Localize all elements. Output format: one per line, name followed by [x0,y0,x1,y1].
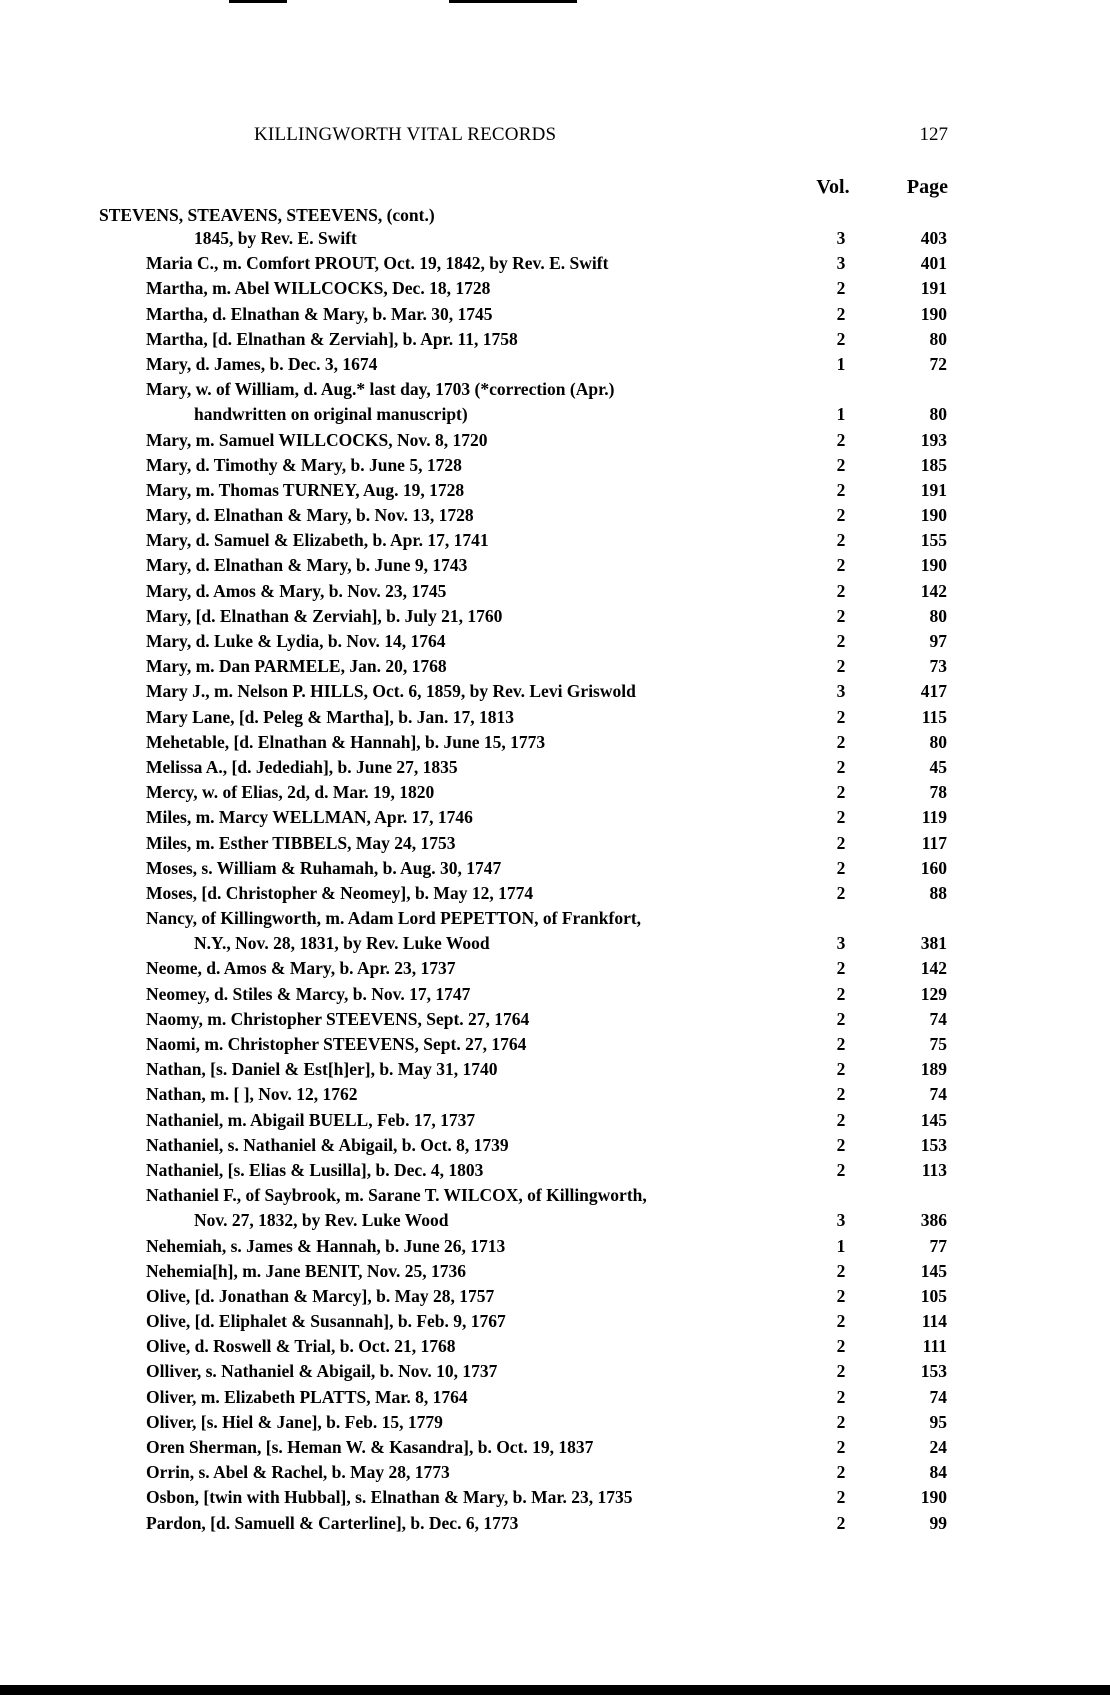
record-volume: 2 [836,479,846,500]
record-text: Mary, m. Dan PARMELE, Jan. 20, 1768 [146,656,447,677]
record-volume: 2 [836,731,846,752]
record-page: 80 [929,404,947,425]
record-text: Mary, d. Samuel & Elizabeth, b. Apr. 17, 1741 [146,530,489,551]
record-volume: 2 [836,1462,846,1483]
record-volume: 1 [836,1235,846,1256]
record-text: Naomy, m. Christopher STEEVENS, Sept. 27, 1764 [146,1008,530,1029]
record-line [0,505,1110,530]
record-text: Martha, d. Elnathan & Mary, b. Mar. 30, 1745 [146,303,493,324]
record-volume: 2 [836,1034,846,1054]
record-volume: 2 [836,1411,846,1432]
record-page: 80 [929,731,947,752]
record-page: 185 [920,454,947,475]
record-line [0,732,1110,757]
record-line [0,656,1110,681]
record-line [0,354,1110,379]
record-page: 74 [929,1008,947,1029]
record-page: 88 [929,882,947,903]
record-line [0,430,1110,455]
record-volume: 2 [836,857,846,878]
record-line [0,757,1110,782]
record-line [0,958,1110,983]
record-text: Oliver, m. Elizabeth PLATTS, Mar. 8, 1764 [146,1386,468,1407]
record-volume: 3 [836,933,846,954]
record-text: Mary, d. Amos & Mary, b. Nov. 23, 1745 [146,580,447,601]
record-page: 189 [920,1059,947,1080]
record-line [0,1210,1110,1235]
record-page: 45 [929,756,947,777]
record-line [0,278,1110,303]
record-page: 145 [920,1260,947,1281]
record-volume: 2 [836,328,846,349]
record-page: 153 [920,1361,947,1382]
record-volume: 2 [836,631,846,651]
record-line [0,1110,1110,1135]
record-text: Nehemiah, s. James & Hannah, b. June 26, 1713 [146,1235,506,1256]
record-volume: 2 [836,1386,846,1407]
record-volume: 1 [836,404,846,425]
record-page: 80 [929,605,947,626]
record-line [0,908,1110,933]
record-text: Martha, [d. Elnathan & Zerviah], b. Apr. 11, 1758 [146,328,518,349]
column-header-vol: Vol. [816,176,850,198]
record-line [0,1462,1110,1487]
record-text: Martha, m. Abel WILLCOCKS, Dec. 18, 1728 [146,278,491,299]
record-line [0,1261,1110,1286]
record-page: 78 [929,782,947,803]
record-line [0,606,1110,631]
record-volume: 2 [836,832,846,853]
record-page: 191 [920,278,947,299]
record-line [0,1361,1110,1386]
record-page: 153 [920,1134,947,1155]
record-line [0,1135,1110,1160]
record-line [0,1034,1110,1059]
record-volume: 2 [836,706,846,727]
record-text: Nehemia[h], m. Jane BENIT, Nov. 25, 1736 [146,1260,467,1281]
column-header-page: Page [906,176,948,198]
record-volume: 2 [836,1361,846,1382]
record-volume: 2 [836,1437,846,1457]
record-line [0,1059,1110,1084]
record-line [0,228,1110,253]
record-line [0,1387,1110,1412]
record-volume: 2 [836,756,846,777]
record-text: Mary, d. James, b. Dec. 3, 1674 [146,353,378,374]
record-text: Oren Sherman, [s. Heman W. & Kasandra], b. Oct. 19, 1837 [146,1437,594,1457]
record-page: 190 [920,555,947,576]
record-page: 80 [929,328,947,349]
record-page: 190 [920,1487,947,1508]
record-page: 97 [929,631,947,651]
record-line [0,707,1110,732]
record-volume: 2 [836,605,846,626]
record-page: 145 [920,1109,947,1130]
record-line [0,1286,1110,1311]
record-text: Naomi, m. Christopher STEEVENS, Sept. 27, 1764 [146,1034,527,1054]
record-page: 77 [929,1235,947,1256]
record-text: Melissa A., [d. Jedediah], b. June 27, 1835 [146,756,458,777]
record-text: Osbon, [twin with Hubbal], s. Elnathan & Mary, b. Mar. 23, 1735 [146,1487,633,1508]
record-list [0,228,1110,1538]
record-line [0,833,1110,858]
record-text: Mary J., m. Nelson P. HILLS, Oct. 6, 1859, by Rev. Levi Griswold [146,681,636,702]
record-volume: 2 [836,1487,846,1508]
record-line [0,681,1110,706]
record-volume: 2 [836,505,846,526]
record-volume: 3 [836,681,846,702]
record-volume: 2 [836,278,846,299]
record-text: Moses, s. William & Ruhamah, b. Aug. 30, 1747 [146,857,502,878]
record-line [0,933,1110,958]
record-page: 142 [920,580,947,601]
record-line [0,1311,1110,1336]
record-text: Mary, d. Luke & Lydia, b. Nov. 14, 1764 [146,631,446,651]
scan-artifact-line [449,0,577,3]
record-volume: 3 [836,253,846,274]
record-page: 84 [929,1462,947,1483]
record-text: handwritten on original manuscript) [194,404,468,425]
record-volume: 2 [836,1084,846,1105]
record-text: Pardon, [d. Samuell & Carterline], b. Dec. 6, 1773 [146,1512,519,1533]
record-text: Mary Lane, [d. Peleg & Martha], b. Jan. 17, 1813 [146,706,514,727]
record-line [0,883,1110,908]
record-text: Mehetable, [d. Elnathan & Hannah], b. June 15, 1773 [146,731,546,752]
record-text: Olive, [d. Jonathan & Marcy], b. May 28, 1757 [146,1285,495,1306]
record-volume: 2 [836,1159,846,1180]
record-text: Olive, [d. Eliphalet & Susannah], b. Feb. 9, 1767 [146,1311,506,1332]
record-text: Mary, w. of William, d. Aug.* last day, 1703 (*correction (Apr.) [146,379,615,400]
record-text: Nathaniel, s. Nathaniel & Abigail, b. Oct. 8, 1739 [146,1134,509,1155]
record-page: 160 [920,857,947,878]
record-volume: 3 [836,228,846,248]
record-text: Nathan, m. [ ], Nov. 12, 1762 [146,1084,358,1105]
record-text: Mary, m. Thomas TURNEY, Aug. 19, 1728 [146,479,465,500]
record-text: Moses, [d. Christopher & Neomey], b. May 12, 1774 [146,882,534,903]
record-page: 142 [920,958,947,979]
record-page: 73 [929,656,947,677]
record-page: 119 [921,807,947,828]
record-page: 72 [929,353,947,374]
page-number: 127 [919,124,948,145]
record-line [0,555,1110,580]
record-page: 111 [922,1336,947,1357]
record-page: 193 [920,429,947,450]
record-page: 190 [920,505,947,526]
record-volume: 2 [836,1336,846,1357]
record-line [0,253,1110,278]
record-volume: 2 [836,580,846,601]
record-line [0,1160,1110,1185]
record-volume: 2 [836,782,846,803]
section-heading: STEVENS, STEAVENS, STEEVENS, (cont.) [99,205,435,225]
record-volume: 2 [836,1260,846,1281]
record-page: 75 [929,1034,947,1054]
record-page: 115 [921,706,947,727]
record-line [0,1513,1110,1538]
record-page: 113 [921,1159,947,1180]
record-page: 74 [929,1084,947,1105]
record-page: 129 [920,983,947,1004]
record-text: Maria C., m. Comfort PROUT, Oct. 19, 1842, by Rev. E. Swift [146,253,609,274]
record-text: Miles, m. Esther TIBBELS, May 24, 1753 [146,832,456,853]
record-text: Nathan, [s. Daniel & Est[h]er], b. May 31, 1740 [146,1059,498,1080]
record-text: Miles, m. Marcy WELLMAN, Apr. 17, 1746 [146,807,473,828]
record-volume: 2 [836,656,846,677]
record-text: Oliver, [s. Hiel & Jane], b. Feb. 15, 1779 [146,1411,443,1432]
scan-artifact-line [229,0,287,3]
record-line [0,480,1110,505]
record-text: Olliver, s. Nathaniel & Abigail, b. Nov. 10, 1737 [146,1361,498,1382]
record-volume: 2 [836,1134,846,1155]
record-page: 155 [920,530,947,551]
record-line [0,581,1110,606]
record-page: 417 [920,681,947,702]
record-volume: 1 [836,353,846,374]
record-text: 1845, by Rev. E. Swift [194,228,357,248]
record-line [0,329,1110,354]
record-page: 403 [920,228,947,248]
record-line [0,631,1110,656]
record-line [0,1412,1110,1437]
record-page: 386 [920,1210,947,1231]
record-line [0,530,1110,555]
record-volume: 2 [836,530,846,551]
record-text: Mary, m. Samuel WILLCOCKS, Nov. 8, 1720 [146,429,488,450]
scan-bottom-border [0,1685,1110,1695]
record-volume: 2 [836,1512,846,1533]
record-volume: 2 [836,983,846,1004]
record-text: Nov. 27, 1832, by Rev. Luke Wood [194,1210,449,1231]
record-text: Nancy, of Killingworth, m. Adam Lord PEPETTON, of Frankfort, [146,908,642,929]
record-line [0,1009,1110,1034]
record-text: Olive, d. Roswell & Trial, b. Oct. 21, 1768 [146,1336,456,1357]
record-text: Mercy, w. of Elias, 2d, d. Mar. 19, 1820 [146,782,435,803]
record-text: Neomey, d. Stiles & Marcy, b. Nov. 17, 1747 [146,983,471,1004]
record-page: 105 [920,1285,947,1306]
record-text: Neome, d. Amos & Mary, b. Apr. 23, 1737 [146,958,456,979]
record-page: 74 [929,1386,947,1407]
record-volume: 2 [836,882,846,903]
record-text: N.Y., Nov. 28, 1831, by Rev. Luke Wood [194,933,490,954]
record-page: 95 [929,1411,947,1432]
record-page: 114 [921,1311,947,1332]
record-line [0,379,1110,404]
record-text: Mary, d. Timothy & Mary, b. June 5, 1728 [146,454,462,475]
record-line [0,1487,1110,1512]
running-title: KILLINGWORTH VITAL RECORDS [254,124,557,145]
record-line [0,455,1110,480]
record-line [0,1336,1110,1361]
record-text: Nathaniel, [s. Elias & Lusilla], b. Dec. 4, 1803 [146,1159,484,1180]
record-volume: 2 [836,1109,846,1130]
record-text: Mary, d. Elnathan & Mary, b. Nov. 13, 1728 [146,505,474,526]
record-volume: 2 [836,429,846,450]
page-header [0,124,1110,154]
record-page: 24 [929,1437,947,1457]
record-page: 381 [920,933,947,954]
record-page: 401 [920,253,947,274]
record-volume: 2 [836,303,846,324]
record-line [0,1236,1110,1261]
record-volume: 2 [836,555,846,576]
record-line [0,807,1110,832]
record-volume: 2 [836,1059,846,1080]
record-line [0,1084,1110,1109]
record-text: Mary, d. Elnathan & Mary, b. June 9, 1743 [146,555,468,576]
record-line [0,984,1110,1009]
record-volume: 2 [836,1285,846,1306]
record-page: 191 [920,479,947,500]
record-line [0,858,1110,883]
record-page: 99 [929,1512,947,1533]
record-page: 190 [920,303,947,324]
record-text: Orrin, s. Abel & Rachel, b. May 28, 1773 [146,1462,450,1483]
record-line [0,1437,1110,1462]
record-page: 117 [921,832,947,853]
record-text: Nathaniel, m. Abigail BUELL, Feb. 17, 1737 [146,1109,476,1130]
record-text: Mary, [d. Elnathan & Zerviah], b. July 21, 1760 [146,605,503,626]
record-volume: 2 [836,1008,846,1029]
record-volume: 2 [836,454,846,475]
record-line [0,404,1110,429]
record-line [0,1185,1110,1210]
record-volume: 2 [836,1311,846,1332]
record-line [0,304,1110,329]
record-line [0,782,1110,807]
record-text: Nathaniel F., of Saybrook, m. Sarane T. WILCOX, of Killingworth, [146,1185,647,1206]
record-volume: 2 [836,958,846,979]
record-volume: 3 [836,1210,846,1231]
record-volume: 2 [836,807,846,828]
